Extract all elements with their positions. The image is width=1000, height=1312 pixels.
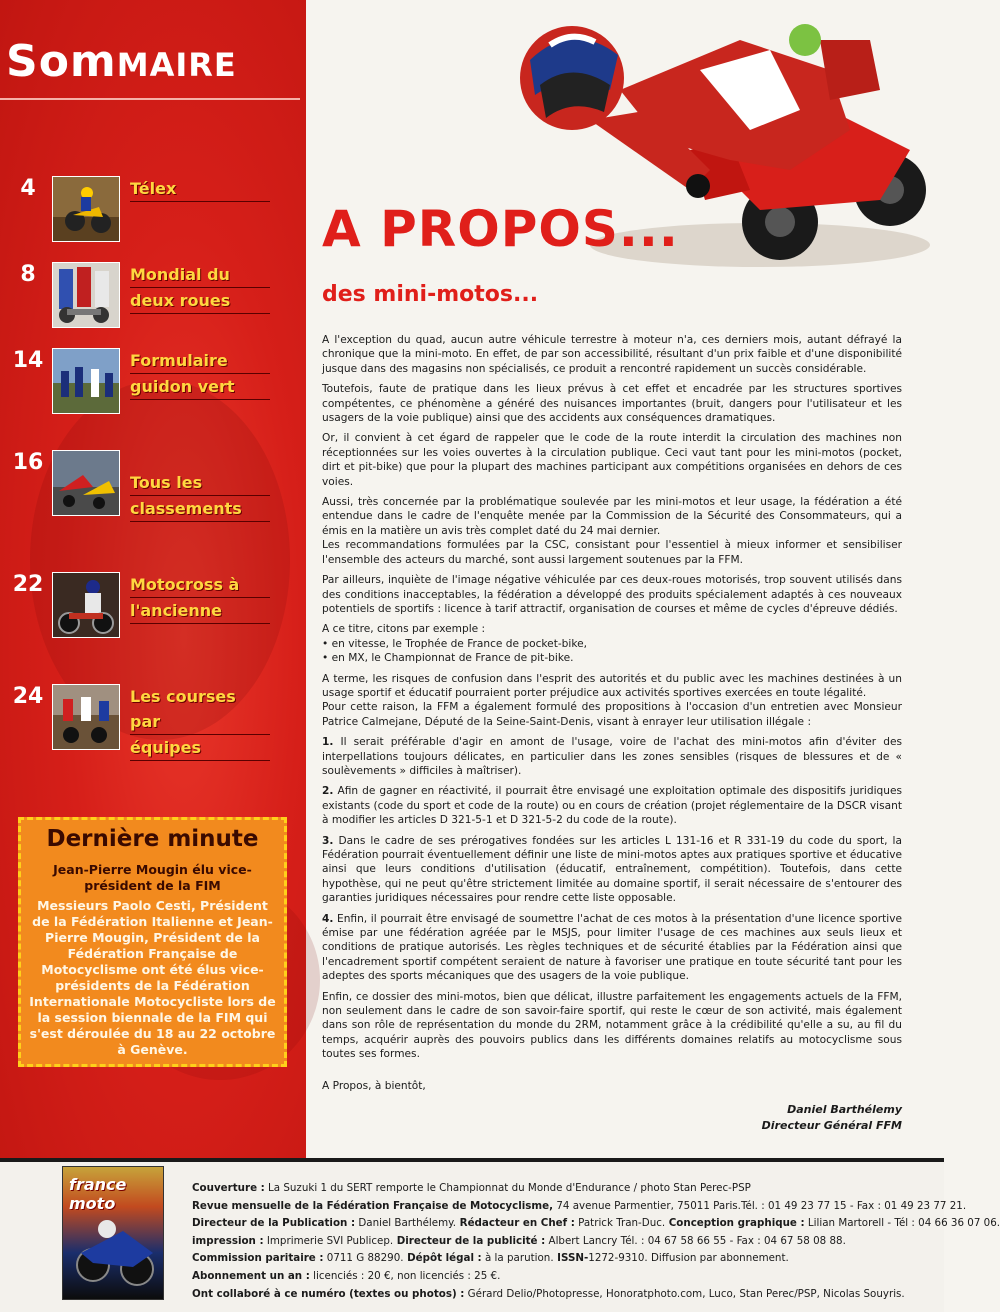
point-text: Dans le cadre de ses prérogatives fondées sur les articles L 131-16 et R 331-19 du code du sport, la Fédération pourrait éventuellement définir une liste de mini-motos aptes aux pratiques sportive et éducative ainsi que leurs conditions d'utilisation (éducatif, entraînement, compétition). Toutefois, dans cette hypothèse, qui ne peut qu'être strictement limitée au domaine sportif, il serait nécessaire de s'entourer des garanties juridiques nécessaires pour rendre cette liste opposable. (322, 834, 902, 905)
point-number: 4. (322, 912, 334, 925)
toc-thumbnail (52, 572, 120, 638)
toc-page-number: 8 (20, 262, 36, 287)
toc-thumbnail (52, 348, 120, 414)
toc-label-line: Tous les (130, 470, 270, 496)
credit-line (192, 1250, 922, 1268)
toc-label (130, 348, 270, 400)
credit-line (192, 1180, 922, 1198)
toc-label-line: Mondial du (130, 262, 270, 288)
credit-value: 0711 G 88290. (323, 1252, 404, 1265)
point-number: 3. (322, 834, 334, 847)
article-paragraph: A ce titre, citons par exemple : (322, 623, 486, 636)
point-text: Afin de gagner en réactivité, il pourrait être envisagé une exploitation optimale des dispositifs juridiques existants (code du sport et code de la route) ou en cours de création (projet réglementaire de la DSCR visant à modifier les articles D 321-5-1 et D 321-5-2 du code de la route). (322, 785, 903, 827)
toc-label-line: Formulaire (130, 348, 270, 374)
toc-page-number: 4 (20, 176, 36, 201)
credit-key: Couverture : (192, 1182, 265, 1194)
point-number: 1. (322, 736, 334, 749)
credit-key: Revue mensuelle de la Fédération Française de Motocyclisme, (192, 1199, 554, 1212)
sommaire-title (6, 36, 237, 87)
credit-key: impression : (192, 1234, 264, 1247)
credit-value: La Suzuki 1 du SERT remporte le Championnat du Monde d'Endurance / photo Stan Perec-PSP (264, 1182, 751, 1194)
credit-value: 74 avenue Parmentier, 75011 Paris.Tél. : 01 49 23 77 15 - Fax : 01 49 23 77 21. (553, 1199, 967, 1212)
toc-label (130, 572, 270, 624)
article-paragraph: Pour cette raison, la FFM a également formulé des propositions à l'occasion d'un entretien avec Monsieur Patrice Calmejane, Député de la Seine-Saint-Denis, visant à enrayer leur utilisation illégale : (322, 701, 902, 728)
point-number: 2. (322, 785, 334, 798)
toc-thumbnail (52, 450, 120, 516)
toc-page-number: 24 (12, 684, 44, 709)
article-paragraph: Aussi, très concernée par la problématique soulevée par les mini-motos et leur usage, la fédération a été entendue dans le cadre de l'enquête menée par la Commission de la Sécurité des Consommateurs, qui a émis en la matière un avis très complet daté du 24 mai dernier. (322, 496, 902, 537)
signature (680, 1102, 902, 1134)
credit-line (192, 1215, 1000, 1233)
cover-thumbnail (62, 1166, 164, 1300)
list-item: • en MX, le Championnat de France de pit-bike. (322, 651, 902, 665)
article-numbered-point (322, 912, 902, 984)
cover-masthead: france moto (69, 1175, 127, 1213)
toc-label-line: Les courses par (130, 684, 270, 735)
point-text: Il serait préférable d'agir en amont de l'usage, voire de l'achat des mini-motos afin d'éviter des interpellations toujours délicates, en particulier dans les zones sensibles (risques de blessures et de « soulèvements » difficiles à maîtriser). (322, 736, 902, 777)
toc-label-line: l'ancienne (130, 598, 270, 624)
toc-label-line: guidon vert (130, 374, 270, 400)
toc-label (130, 262, 270, 314)
toc-entry-mondial[interactable] (0, 262, 300, 342)
credit-value: à la parution. (481, 1252, 554, 1265)
editorial-article (322, 333, 902, 1068)
credit-line (192, 1268, 922, 1286)
credit-value: 1272-9310. Diffusion par abonnement. (588, 1252, 789, 1265)
signature-name: Daniel Barthélemy (787, 1103, 902, 1116)
credit-line (192, 1286, 922, 1304)
divider (0, 98, 300, 100)
toc-entry-motocross[interactable] (0, 572, 300, 652)
article-paragraph: Toutefois, faute de pratique dans les lieux prévus à cet effet et encadrée par les structures sportives compétentes, ce phénomène a généré des nuisances importantes (bruit, dangers pour l'utilisateur et les usagers de la voie publique) ainsi que des accidents aux conséquences dramatiques. (322, 383, 902, 425)
sommaire-title-small: MAIRE (116, 46, 237, 84)
credit-key: Dépôt légal : (403, 1252, 482, 1265)
article-bullet-list (322, 637, 902, 666)
article-paragraph: Enfin, ce dossier des mini-motos, bien que délicat, illustre parfaitement les engagements actuels de la FFM, non seulement dans le cadre de son savoir-faire sportif, qui reste le cœur de son activité, mais également dans son rôle de représentation du monde du 2RM, notamment grâce à la crédibilité qu'elle a su, au fil du temps, acquérir auprès des pouvoirs publics dans les différents domaines relatifs au motocyclisme sous toutes ses formes. (322, 990, 902, 1061)
toc-thumbnail (52, 176, 120, 242)
sommaire-title-big: Som (6, 36, 117, 87)
credit-value: Imprimerie SVI Publicep. (263, 1234, 394, 1247)
credit-key: Abonnement un an : (192, 1269, 310, 1282)
credit-value: Lilian Martorell - Tél : 04 66 36 07 06. (804, 1217, 1000, 1230)
toc-label (130, 684, 270, 761)
toc-page-number: 16 (12, 450, 44, 475)
article-paragraph: Les recommandations formulées par la CSC, consistant pour l'essentiel à mieux informer et sensibiliser l'ensemble des acteurs du marché, sont aussi largement soutenues par la FFM. (322, 539, 902, 566)
toc-entry-classements[interactable] (0, 450, 300, 530)
toc-thumbnail (52, 684, 120, 750)
article-paragraph: Or, il convient à cet égard de rappeler que le code de la route interdit la circulation des machines non réceptionnées sur les voies ouvertes à la circulation publique. Ceci vaut tant pour les mini-motos (pocket, dirt et pit-bike) que pour la plupart des machines participant aux compétitions organisées en dehors de ces voies. (322, 432, 902, 488)
credit-line (192, 1198, 967, 1216)
toc-entry-telex[interactable] (0, 176, 300, 256)
toc-label (130, 176, 270, 202)
toc-label-line: Motocross à (130, 572, 270, 598)
credit-key: ISSN- (553, 1252, 589, 1265)
article-paragraph: Par ailleurs, inquiète de l'image négative véhiculée par ces deux-roues motorisés, trop souvent utilisés dans des conditions inacceptables, la fédération a développé des produits spécialement adaptés à ces nouveaux potentiels de sportifs : licence à tarif attractif, organisation de courses et même de cycles d'épreuve dédiés. (322, 574, 902, 615)
credit-line (192, 1233, 922, 1251)
article-numbered-point (322, 834, 902, 906)
page-subtitle: des mini-motos... (322, 282, 539, 307)
credit-key: Directeur de la Publication : (192, 1217, 356, 1230)
article-closing: A Propos, à bientôt, (322, 1080, 426, 1092)
signature-title: Directeur Général FFM (761, 1119, 902, 1132)
derniere-minute-box (18, 817, 287, 1067)
credit-value: Daniel Barthélemy. (355, 1217, 457, 1230)
derniere-minute-body: Messieurs Paolo Cesti, Président de la Fédération Italienne et Jean-Pierre Mougin, Président de la Fédération Française de Motocyclisme ont été élus vice-présidents de la Fédération Internationale Motocycliste lors de la session biennale de la FIM qui s'est déroulée du 18 au 22 octobre à Genève. (29, 898, 276, 1057)
toc-entry-courses-equipes[interactable] (0, 684, 300, 764)
point-text: Enfin, il pourrait être envisagé de soumettre l'achat de ces motos à la présentation d'une licence sportive émise par une fédération agréée par le MSJS, pour limiter l'usage de ces machines aux seuls lieux et conditions de pratique autorisés. Les règles techniques et de sécurité établies par la Fédération ainsi que l'encadrement sportif compétent seraient de nature à favoriser une pratique en toute sécurité tant pour les adeptes des sports mécaniques que des usagers de la voie publique. (322, 912, 902, 983)
toc-label-line: deux roues (130, 288, 270, 314)
toc-entry-formulaire[interactable] (0, 348, 300, 428)
credit-value: Albert Lancry Tél. : 04 67 58 66 55 - Fax : 04 67 58 08 88. (545, 1234, 846, 1247)
credit-key: Directeur de la publicité : (393, 1234, 546, 1247)
toc-thumbnail (52, 262, 120, 328)
toc-page-number: 22 (12, 572, 44, 597)
article-numbered-point (322, 735, 902, 778)
toc-label-line: classements (130, 496, 270, 522)
sommaire-sidebar (0, 0, 306, 1158)
page-title: A PROPOS... (322, 200, 679, 258)
credit-value: Patrick Tran-Duc. (574, 1217, 666, 1230)
credit-key: Rédacteur en Chef : (456, 1217, 575, 1230)
credit-key: Commission paritaire : (192, 1252, 324, 1265)
article-numbered-point (322, 784, 902, 827)
toc-label-line: Télex (130, 176, 270, 202)
credit-value: licenciés : 20 €, non licenciés : 25 €. (309, 1269, 501, 1282)
article-paragraph: A terme, les risques de confusion dans l'esprit des autorités et du public avec les machines destinées à un usage sportif et éducatif pourraient porter préjudice aux activités sportives exercées en toute légalité. (322, 672, 902, 699)
publication-credits (192, 1180, 1000, 1303)
toc-page-number: 14 (12, 348, 44, 373)
list-item: • en vitesse, le Trophée de France de pocket-bike, (322, 637, 902, 651)
derniere-minute-title: Dernière minute (46, 826, 259, 852)
credit-value: Gérard Delio/Photopresse, Honoratphoto.com, Luco, Stan Perec/PSP, Nicolas Souyris. (464, 1287, 905, 1300)
toc-label (130, 470, 270, 522)
credit-key: Conception graphique : (665, 1217, 805, 1230)
credit-key: Ont collaboré à ce numéro (textes ou photos) : (192, 1287, 465, 1300)
toc-label-line: équipes (130, 735, 270, 761)
article-paragraph: A l'exception du quad, aucun autre véhicule terrestre à moteur n'a, ces derniers mois, autant défrayé la chronique que la mini-moto. En effet, de par son accessibilité, résultant d'un prix faible et d'une disponibilité jusque dans des magasins non spécialisés, ce produit a rencontré rapidement un succès considérable. (322, 334, 902, 375)
derniere-minute-subtitle: Jean-Pierre Mougin élu vice-président de la FIM (53, 862, 252, 893)
